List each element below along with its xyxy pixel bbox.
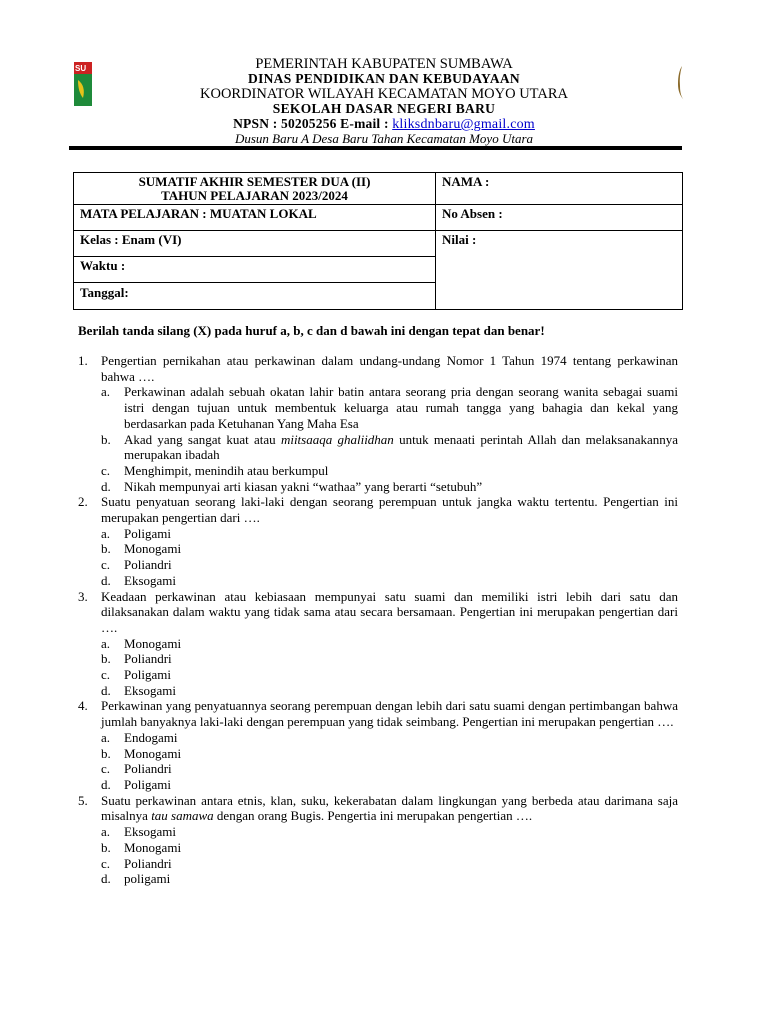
option-text: Nikah mempunyai arti kiasan yakni “wathaa” yang berarti “setubuh”	[124, 478, 483, 494]
option-letter: d.	[101, 871, 111, 887]
npsn-text: NPSN : 50205256 E-mail :	[233, 116, 393, 131]
time-field: Waktu :	[73, 256, 436, 283]
option-letter: c.	[101, 761, 111, 777]
question-list	[78, 353, 678, 887]
letterhead	[0, 56, 768, 146]
email-link[interactable]: kliksdnbaru@gmail.com	[392, 117, 535, 132]
option-letter: d.	[101, 572, 111, 588]
arabic-term: miitsaaqa ghaliidhan	[280, 431, 394, 447]
option-a[interactable]	[101, 824, 678, 840]
question-3	[78, 589, 678, 699]
question-number: 1.	[78, 353, 88, 368]
name-field: NAMA :	[435, 172, 683, 205]
question-text: Pengertian pernikahan atau perkawinan dalam undang-undang Nomor 1 Tahun 1974 tentang perkawinan bahwa ….	[101, 353, 678, 384]
question-number: 2.	[78, 494, 88, 510]
option-text: Monogami	[124, 635, 182, 651]
option-b[interactable]	[101, 840, 678, 856]
option-text: Poligami	[124, 667, 171, 683]
attendance-number-field: No Absen :	[435, 204, 683, 231]
score-field: Nilai :	[435, 230, 683, 310]
option-text: Eksogami	[124, 682, 176, 698]
option-text: Monogami	[124, 839, 182, 855]
option-letter: d.	[101, 776, 111, 792]
option-text	[124, 432, 678, 463]
coordinator-name: KOORDINATOR WILAYAH KECAMATAN MOYO UTARA	[200, 86, 568, 102]
option-d[interactable]	[101, 871, 678, 887]
option-c[interactable]	[101, 463, 678, 479]
local-term: tau samawa	[151, 808, 214, 824]
option-text-part: untuk menaati perintah Allah dan melaksanakannya merupakan ibadah	[124, 431, 678, 463]
question-4	[78, 698, 678, 792]
question-5	[78, 793, 678, 887]
option-letter: a.	[101, 635, 111, 651]
option-text: Poligami	[124, 525, 171, 541]
department-name: DINAS PENDIDIKAN DAN KEBUDAYAAN	[248, 71, 520, 86]
option-a[interactable]	[101, 730, 678, 746]
subject-field: MATA PELAJARAN : MUATAN LOKAL	[73, 204, 436, 231]
option-letter: b.	[101, 839, 111, 855]
option-text: Poliandri	[124, 761, 172, 777]
option-a[interactable]	[101, 526, 678, 542]
option-text: Poliandri	[124, 651, 172, 667]
instruction-text: Berilah tanda silang (X) pada huruf a, b, c dan d bawah ini dengan tepat dan benar!	[78, 323, 545, 338]
option-c[interactable]	[101, 557, 678, 573]
option-letter: c.	[101, 557, 111, 573]
option-d[interactable]	[101, 683, 678, 699]
question-text-part: dengan orang Bugis. Pengertia ini merupakan pengertian ….	[213, 808, 533, 824]
option-text: Eksogami	[124, 824, 176, 840]
option-letter: c.	[101, 667, 111, 683]
question-number: 4.	[78, 698, 88, 714]
option-letter: a.	[101, 384, 111, 400]
question-text	[101, 793, 678, 824]
question-number: 3.	[78, 588, 88, 604]
option-letter: b.	[101, 431, 111, 447]
option-text: Monogami	[124, 745, 182, 761]
option-c[interactable]	[101, 667, 678, 683]
option-letter: a.	[101, 729, 111, 745]
option-text: Menghimpit, menindih atau berkumpul	[124, 462, 329, 478]
government-name: PEMERINTAH KABUPATEN SUMBAWA	[255, 56, 513, 72]
option-b[interactable]	[101, 541, 678, 557]
option-d[interactable]	[101, 573, 678, 589]
option-d[interactable]	[101, 479, 678, 495]
option-text: Perkawinan adalah sebuah okatan lahir batin antara seorang pria dengan seorang wanita sebagai suami istri dengan tujuan untuk membentuk keluarga atau rumah tangga yang bahagia dan kekal yang berdasarkan pada Ketuhanan Yang Maha Esa	[124, 384, 678, 431]
question-text: Perkawinan yang penyatuannya seorang perempuan dengan lebih dari satu suami dengan pertimbangan bahwa jumlah banyaknya laki-laki dengan perempuan yang tidak seimbang. Pengertian ini merupakan pengertian ….	[101, 698, 678, 730]
option-text: Poliandri	[124, 855, 172, 871]
option-b[interactable]	[101, 746, 678, 762]
option-text: Endogami	[124, 729, 178, 745]
question-text: Keadaan perkawinan atau kebiasaan mempunyai satu suami dan memiliki istri lebih dari satu dan dilaksanakan dalam waktu yang tidak sama atau secara bersamaan. Pengertian ini merupakan pengertian dari ….	[101, 588, 678, 635]
option-c[interactable]	[101, 856, 678, 872]
option-text-part: Akad yang sangat kuat atau	[124, 431, 281, 447]
option-letter: b.	[101, 651, 111, 667]
option-letter: c.	[101, 855, 111, 871]
option-text: Monogami	[124, 541, 182, 557]
school-year: TAHUN PELAJARAN 2023/2024	[161, 188, 348, 203]
option-text: Poliandri	[124, 557, 172, 573]
question-2	[78, 494, 678, 588]
option-letter: b.	[101, 541, 111, 557]
question-text: Suatu penyatuan seorang laki-laki dengan seorang perempuan untuk jangka waktu tertentu. Pengertian ini merupakan pengertian dari ….	[101, 494, 678, 526]
question-1	[78, 353, 678, 494]
question-number: 5.	[78, 792, 88, 808]
option-letter: d.	[101, 478, 111, 494]
class-field: Kelas : Enam (VI)	[73, 230, 436, 257]
letterhead-divider	[69, 146, 682, 150]
question-text-part: Suatu perkawinan antara etnis, klan, suku, kekerabatan dalam lingkungan yang berbeda atau darimana saja misalnya	[101, 792, 678, 824]
date-field: Tanggal:	[73, 282, 436, 310]
option-text: Eksogami	[124, 572, 176, 588]
option-a[interactable]	[101, 384, 678, 431]
option-letter: d.	[101, 682, 111, 698]
option-b[interactable]	[101, 432, 678, 463]
student-identity-table	[73, 172, 683, 310]
option-c[interactable]	[101, 761, 678, 777]
school-address: Dusun Baru A Desa Baru Tahan Kecamatan Moyo Utara	[234, 131, 534, 146]
option-letter: a.	[101, 824, 111, 840]
exam-title-cell	[73, 172, 436, 205]
option-text: Poligami	[124, 776, 171, 792]
option-letter: c.	[101, 462, 111, 478]
option-text: poligami	[124, 871, 171, 887]
option-b[interactable]	[101, 651, 678, 667]
exam-title: SUMATIF AKHIR SEMESTER DUA (II)	[138, 174, 371, 189]
logo-left-text: SU	[75, 64, 87, 73]
option-d[interactable]	[101, 777, 678, 793]
option-letter: a.	[101, 525, 111, 541]
option-a[interactable]	[101, 636, 678, 652]
option-letter: b.	[101, 745, 111, 761]
school-name: SEKOLAH DASAR NEGERI BARU	[272, 101, 496, 116]
